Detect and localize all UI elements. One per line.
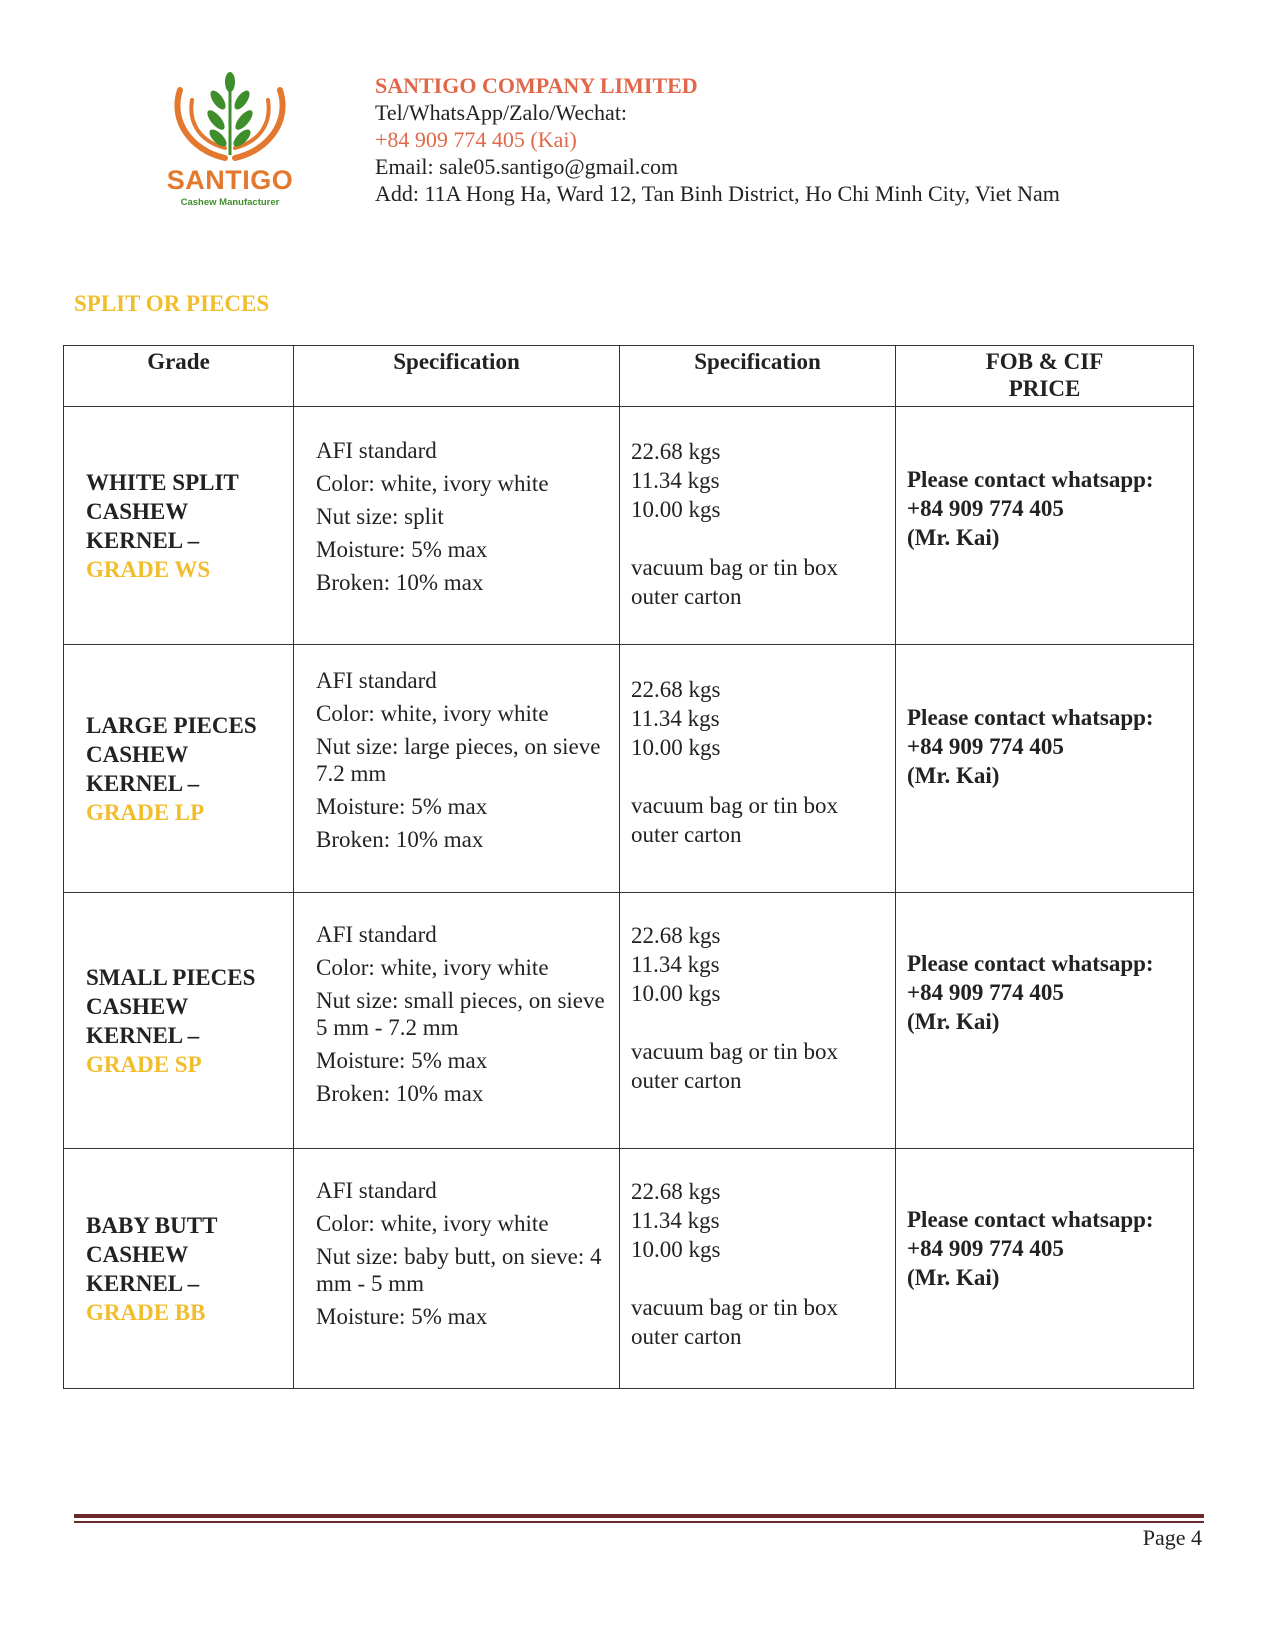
price-line: Please contact whatsapp: [907,705,1154,730]
header-price [896,346,1194,407]
price-line: (Mr. Kai) [907,525,1000,550]
grade-line: CASHEW [86,1241,189,1267]
table-row [64,893,1194,1149]
grade-cell [64,893,294,1149]
pack-line: 22.68 kgs [631,1179,721,1204]
spec-line: Moisture: 5% max [316,537,488,562]
header-price-line2: PRICE [1008,376,1081,401]
grade-code: GRADE SP [86,1051,202,1077]
header-specification: Specification [294,346,620,407]
price-line: Please contact whatsapp: [907,951,1154,976]
pack-line: 22.68 kgs [631,439,721,464]
logo-name: SANTIGO [166,165,294,195]
grade-line: KERNEL – [86,770,200,796]
pack-line: outer carton [631,1068,742,1093]
grade-line: SMALL PIECES [86,964,256,990]
pack-line: 10.00 kgs [631,981,721,1006]
packing-cell [620,645,896,893]
pack-line: vacuum bag or tin box [631,1295,838,1320]
pack-line: 10.00 kgs [631,735,721,760]
spec-cell [294,407,620,645]
grade-line: BABY BUTT [86,1212,218,1238]
grade-cell [64,407,294,645]
grade-code: GRADE WS [86,556,211,582]
pack-line: 11.34 kgs [631,468,720,493]
price-line: (Mr. Kai) [907,1265,1000,1290]
spec-cell [294,1149,620,1389]
grade-code: GRADE LP [86,799,205,825]
logo-tagline: Cashew Manufacturer [180,197,280,208]
table-row [64,407,1194,645]
price-line: +84 909 774 405 [907,980,1064,1005]
pack-line: outer carton [631,1324,742,1349]
spec-cell [294,645,620,893]
grade-line: WHITE SPLIT [86,469,239,495]
footer-rule-thin [74,1521,1204,1523]
packing-cell [620,1149,896,1389]
pack-line: 22.68 kgs [631,677,721,702]
spec-line: AFI standard [316,922,437,947]
pack-line: 10.00 kgs [631,497,721,522]
header-price-line1: FOB & CIF [985,349,1104,374]
grade-cell [64,1149,294,1389]
spec-line: Broken: 10% max [316,827,484,852]
spec-line: Nut size: small pieces, on sieve 5 mm - 7.2 mm [316,988,605,1040]
pack-line: vacuum bag or tin box [631,1039,838,1064]
pack-line: 11.34 kgs [631,952,720,977]
company-email: Email: sale05.santigo@gmail.com [375,154,679,179]
spec-line: Color: white, ivory white [316,955,549,980]
price-line: +84 909 774 405 [907,734,1064,759]
grade-line: CASHEW [86,741,189,767]
pack-line: 11.34 kgs [631,706,720,731]
grade-line: KERNEL – [86,1270,200,1296]
spec-line: Nut size: large pieces, on sieve 7.2 mm [316,734,601,786]
spec-line: Broken: 10% max [316,1081,484,1106]
spec-line: Nut size: split [316,504,444,529]
spec-line: AFI standard [316,438,437,463]
price-line: (Mr. Kai) [907,763,1000,788]
product-table [63,345,1194,1389]
grade-cell [64,645,294,893]
pack-line: 10.00 kgs [631,1237,721,1262]
packing-cell [620,893,896,1149]
grade-line: CASHEW [86,498,189,524]
price-line: +84 909 774 405 [907,496,1064,521]
page-number: Page 4 [1142,1525,1202,1550]
pack-line: 11.34 kgs [631,1208,720,1233]
pack-line: 22.68 kgs [631,923,721,948]
price-line: +84 909 774 405 [907,1236,1064,1261]
spec-line: Color: white, ivory white [316,471,549,496]
pack-line: vacuum bag or tin box [631,793,838,818]
spec-line: Broken: 10% max [316,570,484,595]
contact-label: Tel/WhatsApp/Zalo/Wechat: [375,100,628,125]
header-grade: Grade [64,346,294,407]
spec-line: AFI standard [316,1178,437,1203]
spec-line: Moisture: 5% max [316,1304,488,1329]
logo [150,70,310,210]
price-cell [896,893,1194,1149]
company-address: Add: 11A Hong Ha, Ward 12, Tan Binh District, Ho Chi Minh City, Viet Nam [375,181,1060,206]
spec-line: Color: white, ivory white [316,1211,549,1236]
grade-line: KERNEL – [86,527,200,553]
price-line: Please contact whatsapp: [907,1207,1154,1232]
spec-line: Color: white, ivory white [316,701,549,726]
pack-line: outer carton [631,584,742,609]
price-line: (Mr. Kai) [907,1009,1000,1034]
footer-rule-thick [74,1514,1204,1518]
grade-line: KERNEL – [86,1022,200,1048]
spec-line: Moisture: 5% max [316,1048,488,1073]
packing-cell [620,407,896,645]
spec-line: Nut size: baby butt, on sieve: 4 mm - 5 mm [316,1244,602,1296]
price-line: Please contact whatsapp: [907,467,1154,492]
price-cell [896,1149,1194,1389]
pack-line: outer carton [631,822,742,847]
spec-cell [294,893,620,1149]
pack-line: vacuum bag or tin box [631,555,838,580]
price-cell [896,645,1194,893]
spec-line: Moisture: 5% max [316,794,488,819]
header-specification-packing: Specification [620,346,896,407]
grade-line: CASHEW [86,993,189,1019]
grade-code: GRADE BB [86,1299,206,1325]
table-row [64,1149,1194,1389]
table-row [64,645,1194,893]
leaf-hands-icon [170,70,290,165]
section-title: SPLIT OR PIECES [74,291,270,316]
company-phone: +84 909 774 405 (Kai) [375,127,577,152]
company-name: SANTIGO COMPANY LIMITED [375,73,698,98]
spec-line: AFI standard [316,668,437,693]
grade-line: LARGE PIECES [86,712,257,738]
table-header-row [64,346,1194,407]
price-cell [896,407,1194,645]
company-info [375,72,1060,207]
